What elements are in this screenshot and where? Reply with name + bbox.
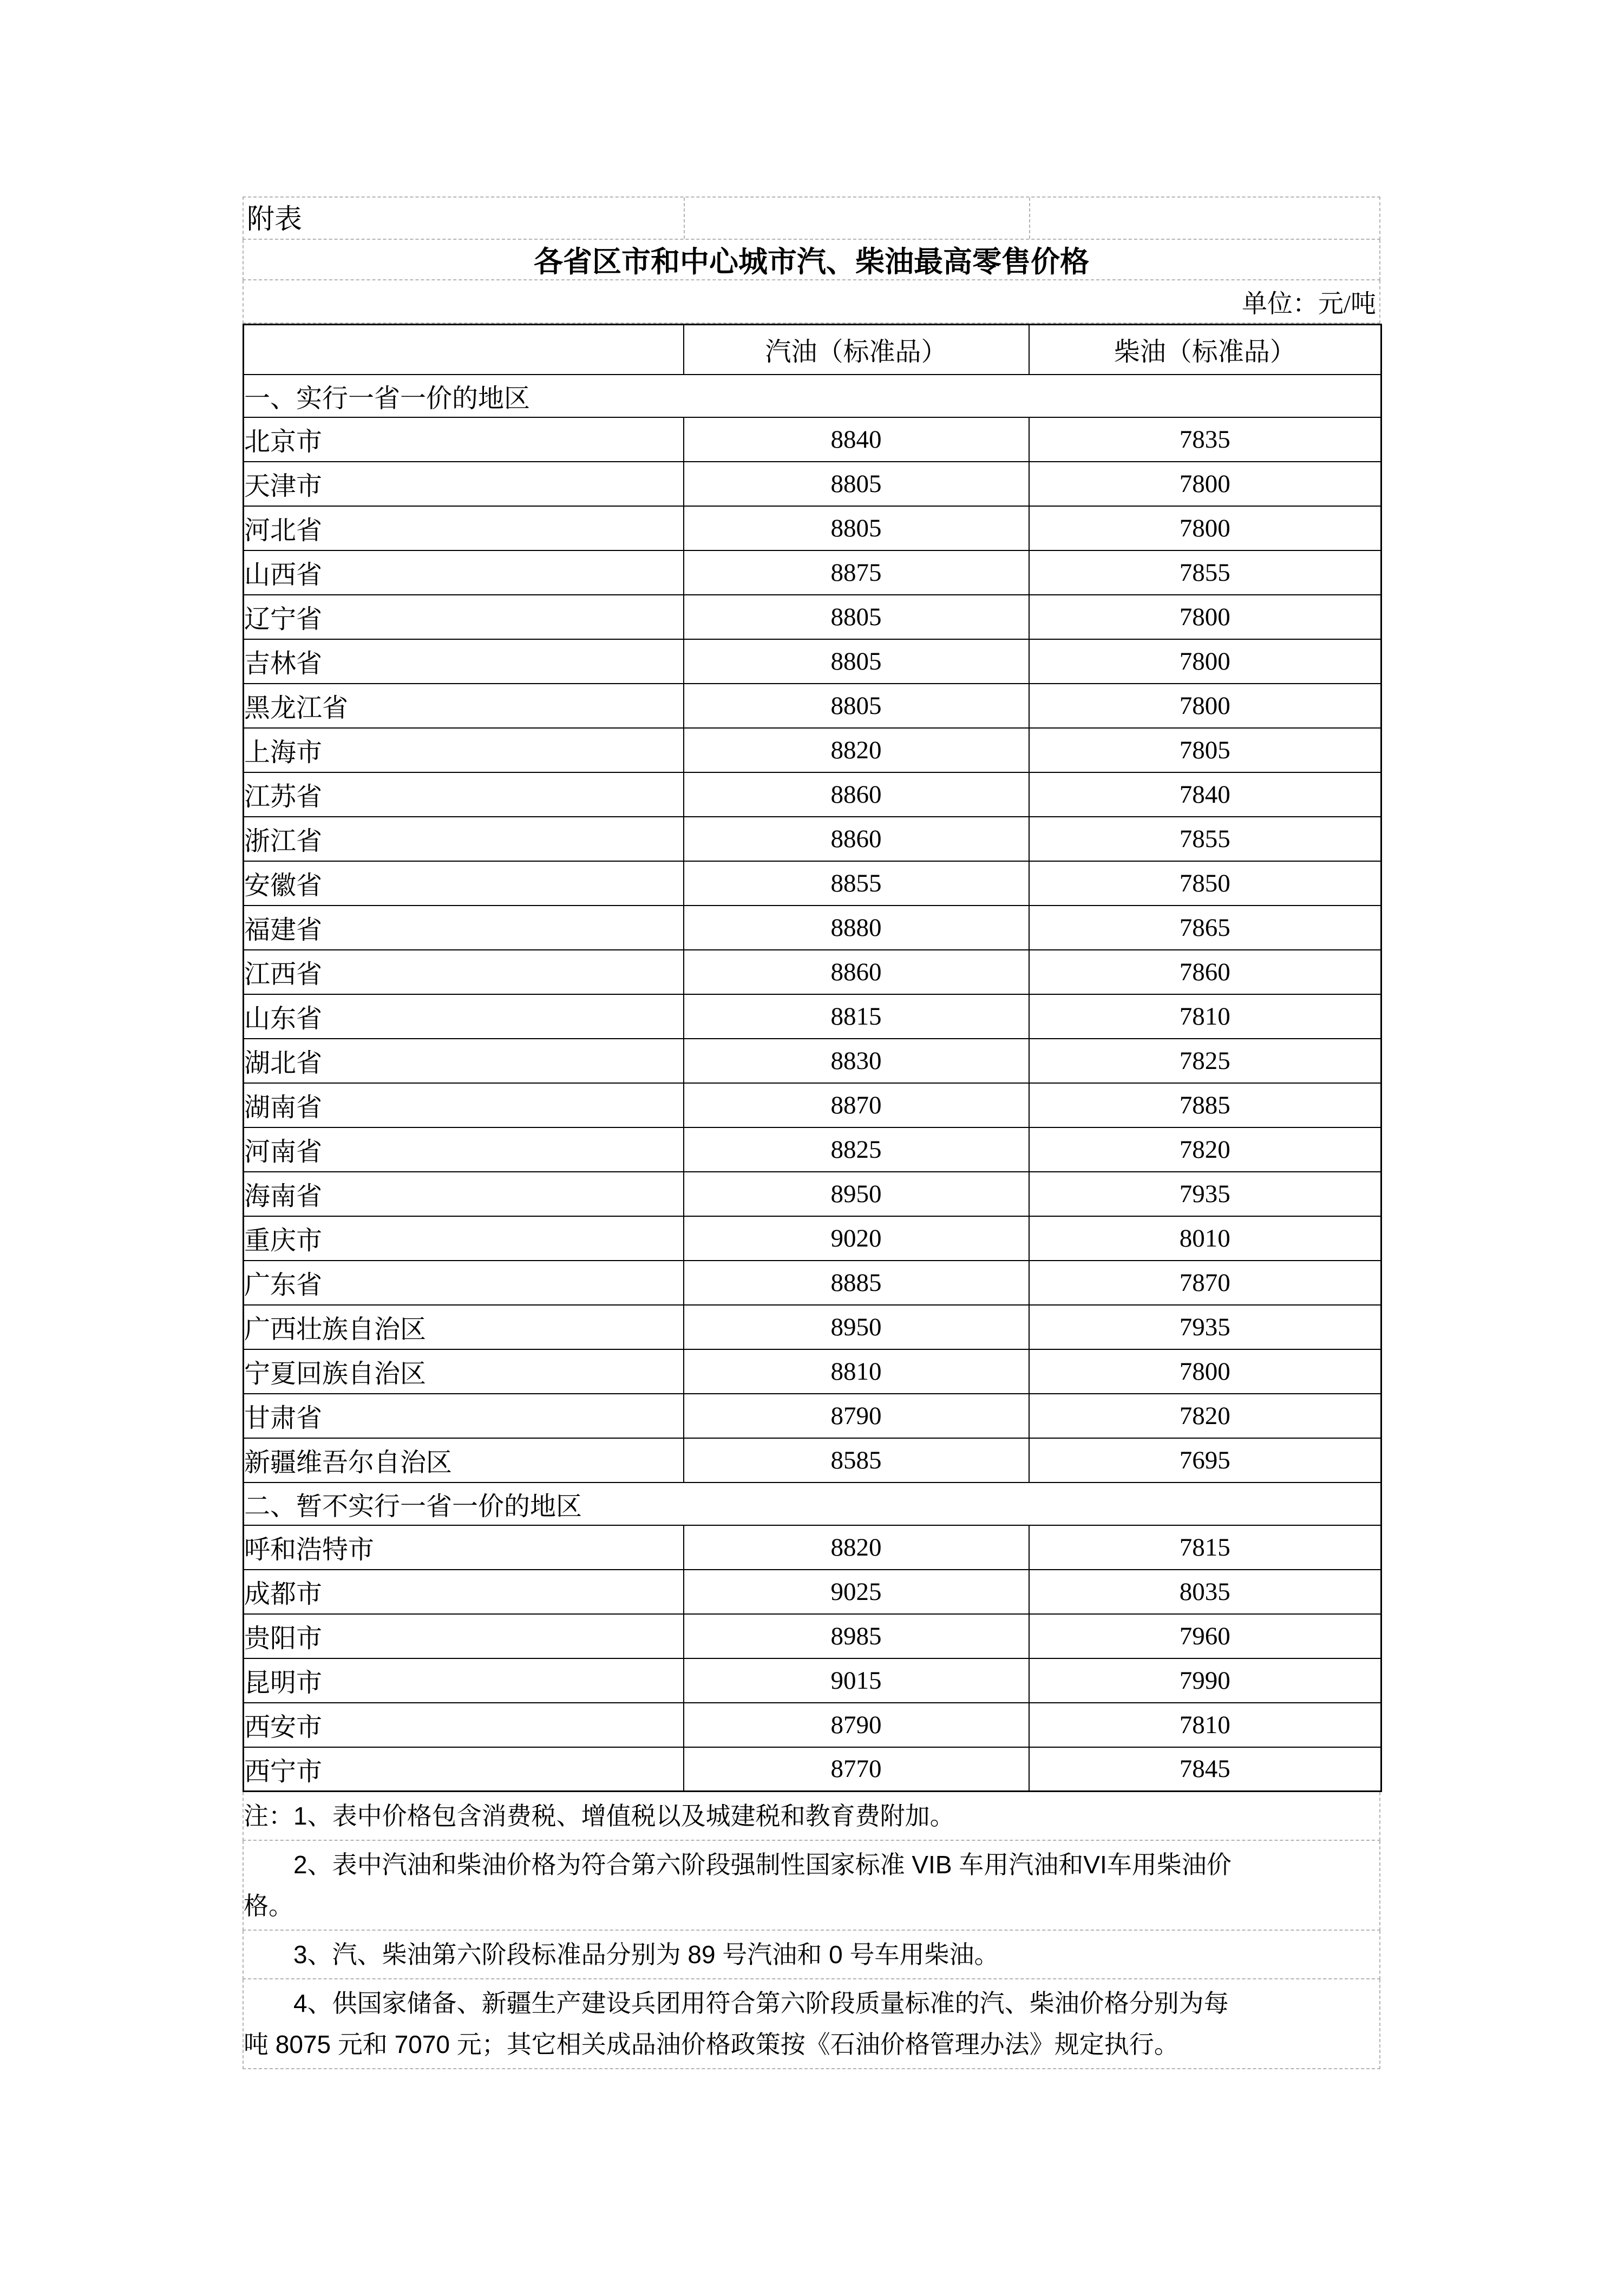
table-row — [244, 1570, 1381, 1614]
table-row — [244, 1438, 1381, 1482]
gasoline-price-cell: 9025 — [684, 1570, 1029, 1614]
region-cell: 山东省 — [244, 994, 684, 1039]
gasoline-price-cell: 8950 — [684, 1305, 1029, 1349]
diesel-price-cell: 7695 — [1029, 1438, 1381, 1482]
diesel-price-cell: 7865 — [1029, 906, 1381, 950]
section-header: 二、暂不实行一省一价的地区 — [244, 1482, 1381, 1525]
note-row — [243, 1792, 1380, 1841]
diesel-price-cell: 7840 — [1029, 772, 1381, 817]
gasoline-price-cell: 8815 — [684, 994, 1029, 1039]
gasoline-price-cell: 8855 — [684, 861, 1029, 906]
diesel-price-cell: 7855 — [1029, 550, 1381, 595]
note-line: 2、表中汽油和柴油价格为符合第六阶段强制性国家标准 VIB 车用汽油和VI车用柴油价 — [244, 1851, 1232, 1879]
note-line: 3、汽、柴油第六阶段标准品分别为 89 号汽油和 0 号车用柴油。 — [244, 1940, 999, 1969]
diesel-price-cell: 7845 — [1029, 1747, 1381, 1792]
gasoline-price-cell: 8805 — [684, 684, 1029, 728]
diesel-price-cell: 8010 — [1029, 1216, 1381, 1261]
gasoline-price-cell: 8985 — [684, 1614, 1029, 1658]
region-cell: 宁夏回族自治区 — [244, 1349, 684, 1394]
diesel-price-cell: 7850 — [1029, 861, 1381, 906]
gasoline-price-cell: 8860 — [684, 772, 1029, 817]
table-row — [244, 1525, 1381, 1570]
region-cell: 辽宁省 — [244, 595, 684, 639]
region-cell: 呼和浩特市 — [244, 1525, 684, 1570]
gasoline-price-cell: 8820 — [684, 728, 1029, 772]
diesel-price-cell: 7800 — [1029, 1349, 1381, 1394]
gasoline-price-cell: 8830 — [684, 1039, 1029, 1083]
table-row — [244, 462, 1381, 506]
table-row — [244, 417, 1381, 462]
gasoline-price-cell: 8875 — [684, 550, 1029, 595]
region-cell: 新疆维吾尔自治区 — [244, 1438, 684, 1482]
gasoline-price-cell: 8870 — [684, 1083, 1029, 1127]
table-row — [244, 906, 1381, 950]
diesel-price-cell: 7820 — [1029, 1394, 1381, 1438]
table-row — [244, 994, 1381, 1039]
gasoline-price-cell: 8840 — [684, 417, 1029, 462]
table-row — [244, 1039, 1381, 1083]
table-row — [244, 506, 1381, 550]
table-row — [244, 772, 1381, 817]
gasoline-price-cell: 8810 — [684, 1349, 1029, 1394]
table-row — [244, 1261, 1381, 1305]
diesel-price-cell: 7800 — [1029, 462, 1381, 506]
diesel-price-cell: 7860 — [1029, 950, 1381, 994]
diesel-price-cell: 7835 — [1029, 417, 1381, 462]
diesel-price-cell: 7800 — [1029, 506, 1381, 550]
table-row — [244, 817, 1381, 861]
diesel-column-header: 柴油（标准品） — [1029, 325, 1381, 375]
table-row — [244, 1305, 1381, 1349]
table-row — [244, 1349, 1381, 1394]
region-cell: 福建省 — [244, 906, 684, 950]
region-cell: 西宁市 — [244, 1747, 684, 1792]
price-table-header — [244, 325, 1381, 375]
region-cell: 黑龙江省 — [244, 684, 684, 728]
table-row — [244, 1172, 1381, 1216]
note-row — [243, 1931, 1380, 1979]
diesel-price-cell: 7815 — [1029, 1525, 1381, 1570]
gasoline-price-cell: 9020 — [684, 1216, 1029, 1261]
unit-note: 单位：元/吨 — [1241, 290, 1376, 318]
region-cell: 江苏省 — [244, 772, 684, 817]
diesel-price-cell: 7885 — [1029, 1083, 1381, 1127]
table-row — [244, 550, 1381, 595]
region-cell: 天津市 — [244, 462, 684, 506]
gasoline-price-cell: 8585 — [684, 1438, 1029, 1482]
region-column-header — [244, 325, 684, 375]
table-row — [244, 1127, 1381, 1172]
region-cell: 湖北省 — [244, 1039, 684, 1083]
grid-divider — [1029, 198, 1030, 239]
gasoline-price-cell: 8770 — [684, 1747, 1029, 1792]
gasoline-column-header: 汽油（标准品） — [684, 325, 1029, 375]
grid-divider — [684, 198, 685, 239]
region-cell: 河北省 — [244, 506, 684, 550]
diesel-price-cell: 7960 — [1029, 1614, 1381, 1658]
diesel-price-cell: 7800 — [1029, 684, 1381, 728]
document-body — [243, 196, 1380, 2069]
table-row — [244, 1747, 1381, 1792]
region-cell: 甘肃省 — [244, 1394, 684, 1438]
diesel-price-cell: 7990 — [1029, 1658, 1381, 1703]
note-row — [243, 1979, 1380, 2069]
gasoline-price-cell: 9015 — [684, 1658, 1029, 1703]
table-row — [244, 1614, 1381, 1658]
diesel-price-cell: 7805 — [1029, 728, 1381, 772]
table-row — [244, 1658, 1381, 1703]
diesel-price-cell: 7810 — [1029, 994, 1381, 1039]
diesel-price-cell: 7800 — [1029, 595, 1381, 639]
region-cell: 昆明市 — [244, 1658, 684, 1703]
region-cell: 重庆市 — [244, 1216, 684, 1261]
price-table-body — [244, 375, 1381, 1792]
section-header-row — [244, 375, 1381, 417]
note-line: 吨 8075 元和 7070 元；其它相关成品油价格政策按《石油价格管理办法》规定执行。 — [244, 2030, 1179, 2058]
region-cell: 河南省 — [244, 1127, 684, 1172]
diesel-price-cell: 8035 — [1029, 1570, 1381, 1614]
table-row — [244, 595, 1381, 639]
table-row — [244, 639, 1381, 684]
diesel-price-cell: 7820 — [1029, 1127, 1381, 1172]
region-cell: 安徽省 — [244, 861, 684, 906]
table-row — [244, 950, 1381, 994]
gasoline-price-cell: 8805 — [684, 462, 1029, 506]
note-row — [243, 1841, 1380, 1931]
diesel-price-cell: 7870 — [1029, 1261, 1381, 1305]
unit-row — [243, 280, 1380, 324]
notes-block — [243, 1792, 1380, 2069]
table-row — [244, 1703, 1381, 1747]
title-row — [243, 240, 1380, 280]
note-line: 注：1、表中价格包含消费税、增值税以及城建税和教育费附加。 — [244, 1802, 955, 1830]
gasoline-price-cell: 8950 — [684, 1172, 1029, 1216]
gasoline-price-cell: 8805 — [684, 506, 1029, 550]
gasoline-price-cell: 8825 — [684, 1127, 1029, 1172]
region-cell: 成都市 — [244, 1570, 684, 1614]
gasoline-price-cell: 8790 — [684, 1703, 1029, 1747]
table-row — [244, 861, 1381, 906]
note-line: 格。 — [244, 1892, 293, 1920]
region-cell: 上海市 — [244, 728, 684, 772]
gasoline-price-cell: 8820 — [684, 1525, 1029, 1570]
diesel-price-cell: 7935 — [1029, 1172, 1381, 1216]
table-row — [244, 684, 1381, 728]
attachment-label: 附表 — [247, 204, 303, 234]
table-row — [244, 1394, 1381, 1438]
region-cell: 北京市 — [244, 417, 684, 462]
table-row — [244, 1216, 1381, 1261]
attachment-label-row — [243, 196, 1380, 240]
table-row — [244, 1083, 1381, 1127]
region-cell: 海南省 — [244, 1172, 684, 1216]
diesel-price-cell: 7825 — [1029, 1039, 1381, 1083]
region-cell: 浙江省 — [244, 817, 684, 861]
header-row — [244, 325, 1381, 375]
page-title: 各省区市和中心城市汽、柴油最高零售价格 — [534, 246, 1089, 278]
region-cell: 吉林省 — [244, 639, 684, 684]
gasoline-price-cell: 8805 — [684, 595, 1029, 639]
diesel-price-cell: 7810 — [1029, 1703, 1381, 1747]
gasoline-price-cell: 8880 — [684, 906, 1029, 950]
region-cell: 山西省 — [244, 550, 684, 595]
diesel-price-cell: 7800 — [1029, 639, 1381, 684]
region-cell: 广西壮族自治区 — [244, 1305, 684, 1349]
gasoline-price-cell: 8790 — [684, 1394, 1029, 1438]
price-table — [243, 324, 1382, 1792]
gasoline-price-cell: 8860 — [684, 950, 1029, 994]
section-header-row — [244, 1482, 1381, 1525]
gasoline-price-cell: 8885 — [684, 1261, 1029, 1305]
region-cell: 西安市 — [244, 1703, 684, 1747]
gasoline-price-cell: 8860 — [684, 817, 1029, 861]
diesel-price-cell: 7855 — [1029, 817, 1381, 861]
gasoline-price-cell: 8805 — [684, 639, 1029, 684]
diesel-price-cell: 7935 — [1029, 1305, 1381, 1349]
table-row — [244, 728, 1381, 772]
region-cell: 江西省 — [244, 950, 684, 994]
note-line: 4、供国家储备、新疆生产建设兵团用符合第六阶段质量标准的汽、柴油价格分别为每 — [244, 1989, 1229, 2017]
region-cell: 湖南省 — [244, 1083, 684, 1127]
section-header: 一、实行一省一价的地区 — [244, 375, 1381, 417]
region-cell: 广东省 — [244, 1261, 684, 1305]
region-cell: 贵阳市 — [244, 1614, 684, 1658]
